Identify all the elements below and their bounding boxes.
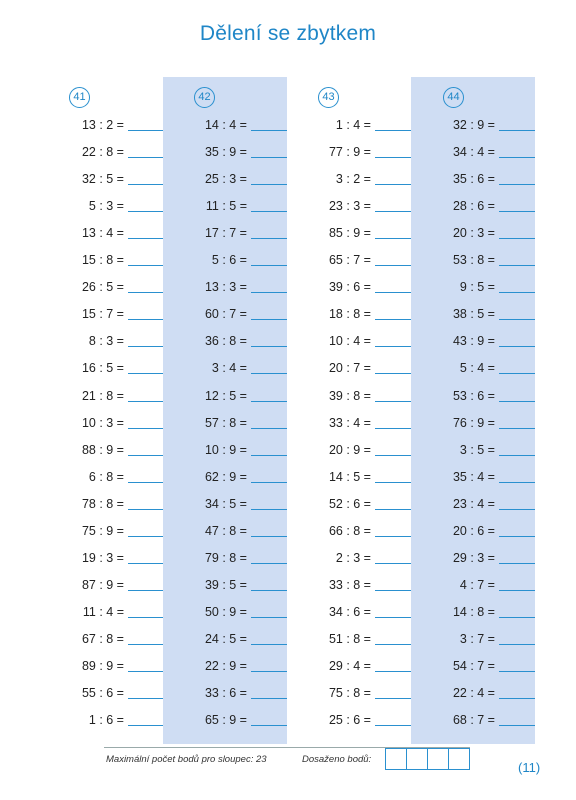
- answer-blank[interactable]: [499, 509, 535, 510]
- division-exercise: [40, 358, 164, 378]
- division-exercise: [163, 196, 287, 216]
- division-exercise: [40, 521, 164, 541]
- division-exercise: [40, 386, 164, 406]
- answer-blank[interactable]: [499, 265, 535, 266]
- answer-blank[interactable]: [499, 157, 535, 158]
- division-expression: 26 : 5 =: [81, 280, 124, 295]
- answer-blank[interactable]: [499, 671, 535, 672]
- division-expression: 52 : 6 =: [328, 496, 371, 511]
- division-exercise: [287, 629, 411, 649]
- division-expression: 85 : 9 =: [328, 226, 371, 241]
- division-exercise: [411, 548, 535, 568]
- answer-blank[interactable]: [128, 482, 164, 483]
- division-expression: 89 : 9 =: [81, 659, 124, 673]
- answer-blank[interactable]: [375, 319, 411, 320]
- division-exercise: [40, 304, 164, 324]
- division-exercise: [163, 413, 287, 433]
- answer-blank[interactable]: [499, 292, 535, 293]
- division-expression: 16 : 5 =: [81, 361, 124, 376]
- answer-blank[interactable]: [128, 563, 164, 564]
- division-exercise: [411, 331, 535, 351]
- division-expression: 88 : 9 =: [81, 442, 124, 457]
- answer-blank[interactable]: [375, 482, 411, 483]
- answer-blank[interactable]: [375, 725, 411, 726]
- division-exercise: [411, 277, 535, 297]
- division-exercise: [287, 223, 411, 243]
- division-expression: 23 : 4 =: [452, 496, 495, 511]
- division-expression: 1 : 6 =: [88, 713, 124, 728]
- division-expression: 28 : 6 =: [452, 199, 495, 214]
- division-expression: 53 : 6 =: [452, 388, 495, 403]
- division-exercise: [411, 575, 535, 595]
- division-expression: 67 : 8 =: [81, 631, 124, 646]
- division-expression: 20 : 9 =: [328, 442, 371, 457]
- division-exercise: [40, 683, 164, 703]
- answer-blank[interactable]: [251, 211, 287, 212]
- division-exercise: [163, 494, 287, 514]
- division-expression: 39 : 6 =: [328, 280, 371, 295]
- answer-blank[interactable]: [375, 428, 411, 429]
- division-expression: 20 : 6 =: [452, 523, 495, 538]
- answer-blank[interactable]: [499, 644, 535, 645]
- division-expression: 53 : 8 =: [452, 253, 495, 268]
- division-expression: 20 : 7 =: [328, 361, 371, 376]
- answer-blank[interactable]: [251, 482, 287, 483]
- division-expression: 65 : 9 =: [204, 713, 247, 728]
- answer-blank[interactable]: [499, 698, 535, 699]
- page-title: Dělení se zbytkem: [199, 22, 377, 45]
- division-expression: 78 : 8 =: [81, 496, 124, 511]
- answer-blank[interactable]: [128, 211, 164, 212]
- division-exercise: [163, 656, 287, 676]
- answer-blank[interactable]: [499, 455, 535, 456]
- division-exercise: [411, 223, 535, 243]
- division-expression: 19 : 3 =: [81, 550, 124, 565]
- score-box[interactable]: [427, 748, 449, 770]
- division-expression: 54 : 7 =: [452, 659, 495, 673]
- division-exercise: [287, 142, 411, 162]
- answer-blank[interactable]: [499, 211, 535, 212]
- answer-blank[interactable]: [499, 373, 535, 374]
- division-expression: 75 : 9 =: [81, 523, 124, 538]
- answer-blank[interactable]: [499, 346, 535, 347]
- division-exercise: [163, 548, 287, 568]
- answer-blank[interactable]: [375, 590, 411, 591]
- division-expression: 21 : 8 =: [81, 388, 124, 403]
- division-expression: 14 : 4 =: [204, 118, 247, 132]
- division-exercise: [287, 169, 411, 189]
- answer-blank[interactable]: [128, 265, 164, 266]
- division-expression: 6 : 8 =: [88, 469, 124, 484]
- division-expression: 15 : 7 =: [81, 307, 124, 322]
- division-expression: 8 : 3 =: [88, 334, 124, 349]
- division-expression: 18 : 8 =: [328, 307, 371, 322]
- division-expression: 10 : 9 =: [204, 442, 247, 457]
- division-exercise: [411, 196, 535, 216]
- division-expression: 24 : 5 =: [204, 631, 247, 646]
- answer-blank[interactable]: [251, 590, 287, 591]
- answer-blank[interactable]: [128, 698, 164, 699]
- division-expression: 66 : 8 =: [328, 523, 371, 538]
- answer-blank[interactable]: [375, 455, 411, 456]
- answer-blank[interactable]: [128, 292, 164, 293]
- answer-blank[interactable]: [251, 401, 287, 402]
- division-exercise: [287, 115, 411, 135]
- division-exercise: [411, 602, 535, 622]
- division-expression: 11 : 4 =: [82, 604, 124, 619]
- answer-blank[interactable]: [375, 671, 411, 672]
- division-exercise: [40, 467, 164, 487]
- score-box[interactable]: [406, 748, 428, 770]
- answer-blank[interactable]: [128, 725, 164, 726]
- division-exercise: [163, 358, 287, 378]
- division-exercise: [411, 710, 535, 730]
- division-exercise: [287, 467, 411, 487]
- answer-blank[interactable]: [375, 346, 411, 347]
- division-expression: 13 : 4 =: [81, 226, 124, 241]
- division-expression: 55 : 6 =: [81, 686, 124, 701]
- division-expression: 29 : 4 =: [328, 659, 371, 673]
- division-expression: 79 : 8 =: [204, 550, 247, 565]
- division-expression: 20 : 3 =: [452, 226, 495, 241]
- division-expression: 32 : 9 =: [452, 118, 495, 132]
- division-exercise: [411, 629, 535, 649]
- answer-blank[interactable]: [128, 401, 164, 402]
- division-exercise: [163, 223, 287, 243]
- answer-blank[interactable]: [128, 346, 164, 347]
- division-exercise: [287, 656, 411, 676]
- answer-blank[interactable]: [128, 130, 164, 131]
- answer-blank[interactable]: [375, 617, 411, 618]
- division-exercise: [40, 223, 164, 243]
- answer-blank[interactable]: [375, 644, 411, 645]
- division-expression: 39 : 8 =: [328, 388, 371, 403]
- answer-blank[interactable]: [375, 401, 411, 402]
- answer-blank[interactable]: [251, 536, 287, 537]
- division-expression: 34 : 6 =: [328, 604, 371, 619]
- column-number-badge: 41: [69, 87, 90, 108]
- division-expression: 32 : 5 =: [81, 172, 124, 187]
- answer-blank[interactable]: [251, 184, 287, 185]
- answer-blank[interactable]: [251, 157, 287, 158]
- division-expression: 43 : 9 =: [452, 334, 495, 349]
- division-exercise: [40, 142, 164, 162]
- answer-blank[interactable]: [375, 373, 411, 374]
- answer-blank[interactable]: [251, 292, 287, 293]
- division-expression: 39 : 5 =: [204, 577, 247, 592]
- division-exercise: [163, 710, 287, 730]
- division-exercise: [287, 196, 411, 216]
- division-expression: 14 : 5 =: [328, 469, 371, 484]
- column-number-badge: 43: [318, 87, 339, 108]
- answer-blank[interactable]: [251, 130, 287, 131]
- division-expression: 3 : 2 =: [335, 172, 371, 187]
- answer-blank[interactable]: [499, 536, 535, 537]
- division-expression: 13 : 2 =: [81, 118, 124, 132]
- answer-blank[interactable]: [499, 238, 535, 239]
- division-exercise: [287, 440, 411, 460]
- division-expression: 35 : 6 =: [452, 172, 495, 187]
- answer-blank[interactable]: [251, 671, 287, 672]
- division-exercise: [287, 602, 411, 622]
- division-exercise: [287, 575, 411, 595]
- answer-blank[interactable]: [251, 428, 287, 429]
- division-expression: 22 : 8 =: [81, 145, 124, 160]
- division-exercise: [163, 575, 287, 595]
- answer-blank[interactable]: [251, 265, 287, 266]
- division-expression: 5 : 4 =: [459, 361, 495, 376]
- division-exercise: [163, 304, 287, 324]
- division-exercise: [163, 602, 287, 622]
- score-box[interactable]: [448, 748, 470, 770]
- column-number-badge: 44: [443, 87, 464, 108]
- division-exercise: [287, 494, 411, 514]
- answer-blank[interactable]: [499, 482, 535, 483]
- division-exercise: [287, 331, 411, 351]
- division-expression: 23 : 3 =: [328, 199, 371, 214]
- answer-blank[interactable]: [251, 725, 287, 726]
- division-exercise: [40, 602, 164, 622]
- division-exercise: [163, 521, 287, 541]
- division-expression: 68 : 7 =: [452, 713, 495, 728]
- division-expression: 10 : 3 =: [81, 415, 124, 430]
- answer-blank[interactable]: [251, 319, 287, 320]
- answer-blank[interactable]: [251, 346, 287, 347]
- division-expression: 57 : 8 =: [204, 415, 247, 430]
- division-exercise: [411, 304, 535, 324]
- division-expression: 12 : 5 =: [204, 388, 247, 403]
- answer-blank[interactable]: [499, 725, 535, 726]
- answer-blank[interactable]: [128, 428, 164, 429]
- division-expression: 77 : 9 =: [328, 145, 371, 160]
- division-exercise: [287, 413, 411, 433]
- answer-blank[interactable]: [251, 644, 287, 645]
- division-exercise: [287, 683, 411, 703]
- division-exercise: [411, 494, 535, 514]
- division-expression: 2 : 3 =: [335, 550, 371, 565]
- answer-blank[interactable]: [251, 698, 287, 699]
- division-exercise: [287, 710, 411, 730]
- answer-blank[interactable]: [128, 590, 164, 591]
- answer-blank[interactable]: [499, 590, 535, 591]
- score-box[interactable]: [385, 748, 407, 770]
- division-exercise: [163, 169, 287, 189]
- division-exercise: [287, 386, 411, 406]
- answer-blank[interactable]: [251, 455, 287, 456]
- division-exercise: [40, 413, 164, 433]
- division-exercise: [40, 277, 164, 297]
- division-expression: 34 : 5 =: [204, 496, 247, 511]
- max-points-label: Maximální počet bodů pro sloupec: 23: [106, 754, 267, 765]
- division-expression: 25 : 6 =: [328, 713, 371, 728]
- answer-blank[interactable]: [499, 319, 535, 320]
- division-exercise: [287, 548, 411, 568]
- division-expression: 29 : 3 =: [452, 550, 495, 565]
- answer-blank[interactable]: [375, 698, 411, 699]
- division-expression: 3 : 4 =: [211, 361, 247, 376]
- exercise-column-41: [40, 77, 164, 744]
- answer-blank[interactable]: [375, 509, 411, 510]
- division-expression: 15 : 8 =: [81, 253, 124, 268]
- answer-blank[interactable]: [499, 184, 535, 185]
- division-expression: 4 : 7 =: [459, 577, 495, 592]
- answer-blank[interactable]: [251, 373, 287, 374]
- division-expression: 36 : 8 =: [204, 334, 247, 349]
- division-exercise: [163, 250, 287, 270]
- division-exercise: [40, 169, 164, 189]
- division-expression: 35 : 4 =: [452, 469, 495, 484]
- answer-blank[interactable]: [375, 536, 411, 537]
- page-number: (11): [518, 760, 541, 775]
- division-expression: 33 : 4 =: [328, 415, 371, 430]
- division-expression: 60 : 7 =: [204, 307, 247, 322]
- division-exercise: [40, 440, 164, 460]
- division-exercise: [163, 142, 287, 162]
- answer-blank[interactable]: [128, 509, 164, 510]
- answer-blank[interactable]: [128, 238, 164, 239]
- division-exercise: [411, 250, 535, 270]
- division-exercise: [411, 115, 535, 135]
- division-exercise: [163, 386, 287, 406]
- division-exercise: [411, 656, 535, 676]
- division-expression: 34 : 4 =: [452, 145, 495, 160]
- division-expression: 87 : 9 =: [81, 577, 124, 592]
- answer-blank[interactable]: [375, 211, 411, 212]
- answer-blank[interactable]: [128, 157, 164, 158]
- division-exercise: [163, 467, 287, 487]
- division-expression: 33 : 8 =: [328, 577, 371, 592]
- answer-blank[interactable]: [251, 509, 287, 510]
- division-expression: 3 : 5 =: [459, 442, 495, 457]
- division-expression: 76 : 9 =: [452, 415, 495, 430]
- answer-blank[interactable]: [251, 563, 287, 564]
- achieved-points-label: Dosaženo bodů:: [302, 754, 372, 765]
- answer-blank[interactable]: [128, 319, 164, 320]
- division-expression: 11 : 5 =: [205, 199, 247, 214]
- answer-blank[interactable]: [375, 184, 411, 185]
- division-exercise: [411, 521, 535, 541]
- division-exercise: [411, 683, 535, 703]
- answer-blank[interactable]: [128, 184, 164, 185]
- division-expression: 62 : 9 =: [204, 469, 247, 484]
- division-exercise: [163, 440, 287, 460]
- division-exercise: [411, 386, 535, 406]
- division-expression: 14 : 8 =: [452, 604, 495, 619]
- division-exercise: [287, 250, 411, 270]
- division-expression: 13 : 3 =: [204, 280, 247, 295]
- exercise-column-44: [411, 77, 535, 744]
- answer-blank[interactable]: [375, 265, 411, 266]
- answer-blank[interactable]: [251, 238, 287, 239]
- division-expression: 9 : 5 =: [459, 280, 495, 295]
- answer-blank[interactable]: [375, 130, 411, 131]
- division-exercise: [411, 169, 535, 189]
- division-exercise: [40, 710, 164, 730]
- answer-blank[interactable]: [128, 644, 164, 645]
- answer-blank[interactable]: [251, 617, 287, 618]
- answer-blank[interactable]: [375, 563, 411, 564]
- answer-blank[interactable]: [499, 428, 535, 429]
- division-exercise: [40, 548, 164, 568]
- division-expression: 3 : 7 =: [459, 631, 495, 646]
- division-exercise: [40, 331, 164, 351]
- division-expression: 35 : 9 =: [204, 145, 247, 160]
- division-exercise: [40, 656, 164, 676]
- answer-blank[interactable]: [375, 292, 411, 293]
- answer-blank[interactable]: [128, 536, 164, 537]
- answer-blank[interactable]: [375, 157, 411, 158]
- answer-blank[interactable]: [499, 617, 535, 618]
- division-exercise: [40, 196, 164, 216]
- answer-blank[interactable]: [499, 563, 535, 564]
- division-exercise: [163, 683, 287, 703]
- answer-blank[interactable]: [128, 671, 164, 672]
- division-expression: 65 : 7 =: [328, 253, 371, 268]
- exercise-column-42: [163, 77, 287, 744]
- division-expression: 10 : 4 =: [328, 334, 371, 349]
- division-expression: 38 : 5 =: [452, 307, 495, 322]
- division-exercise: [411, 142, 535, 162]
- division-expression: 1 : 4 =: [335, 118, 371, 132]
- division-exercise: [40, 494, 164, 514]
- score-boxes: [386, 748, 470, 770]
- division-exercise: [163, 115, 287, 135]
- division-exercise: [411, 358, 535, 378]
- division-expression: 17 : 7 =: [204, 226, 247, 241]
- division-exercise: [40, 575, 164, 595]
- division-exercise: [411, 413, 535, 433]
- answer-blank[interactable]: [375, 238, 411, 239]
- division-expression: 47 : 8 =: [204, 523, 247, 538]
- division-expression: 50 : 9 =: [204, 604, 247, 619]
- answer-blank[interactable]: [128, 617, 164, 618]
- division-exercise: [163, 629, 287, 649]
- division-exercise: [287, 521, 411, 541]
- division-expression: 25 : 3 =: [204, 172, 247, 187]
- division-exercise: [40, 629, 164, 649]
- division-exercise: [163, 331, 287, 351]
- division-exercise: [411, 467, 535, 487]
- division-exercise: [287, 304, 411, 324]
- division-exercise: [287, 277, 411, 297]
- division-expression: 22 : 9 =: [204, 659, 247, 673]
- division-expression: 33 : 6 =: [204, 686, 247, 701]
- division-exercise: [40, 250, 164, 270]
- column-number-badge: 42: [194, 87, 215, 108]
- division-expression: 5 : 6 =: [211, 253, 247, 268]
- division-exercise: [40, 115, 164, 135]
- division-expression: 5 : 3 =: [88, 199, 124, 214]
- division-expression: 51 : 8 =: [328, 631, 371, 646]
- division-expression: 22 : 4 =: [452, 686, 495, 701]
- division-exercise: [163, 277, 287, 297]
- division-expression: 75 : 8 =: [328, 686, 371, 701]
- division-exercise: [287, 358, 411, 378]
- answer-blank[interactable]: [499, 130, 535, 131]
- answer-blank[interactable]: [499, 401, 535, 402]
- division-exercise: [411, 440, 535, 460]
- answer-blank[interactable]: [128, 373, 164, 374]
- exercise-column-43: [287, 77, 411, 744]
- answer-blank[interactable]: [128, 455, 164, 456]
